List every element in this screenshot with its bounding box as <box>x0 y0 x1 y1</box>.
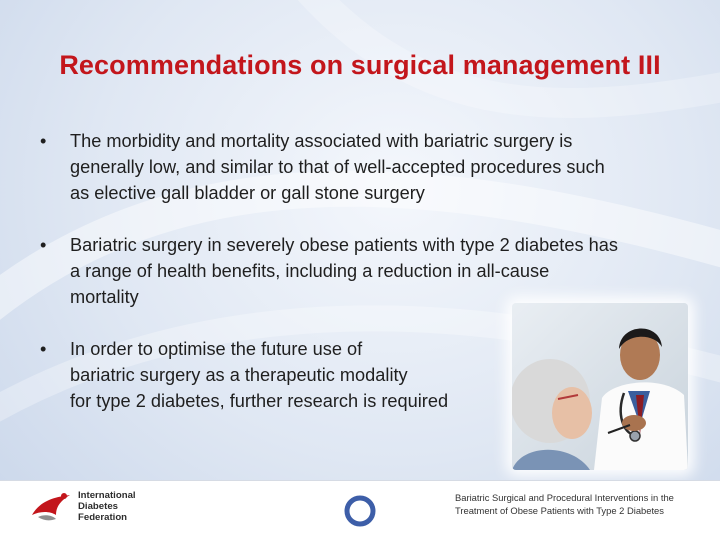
bullet-line: for type 2 diabetes, further research is required <box>70 391 449 411</box>
logo-line: Federation <box>78 512 128 523</box>
bullet-dot: • <box>40 235 47 255</box>
bullet-line: a range of health benefits, including a reduction in all-cause <box>70 261 550 281</box>
bullet-item <box>40 128 680 206</box>
footer-bar <box>0 480 720 540</box>
bullet-line: mortality <box>70 287 139 307</box>
bullet-line: as elective gall bladder or gall stone surgery <box>70 183 425 203</box>
caption-line: Bariatric Surgical and Procedural Interventions in the <box>455 492 674 503</box>
slide-title: Recommendations on surgical management III <box>59 50 661 80</box>
bullet-line: generally low, and similar to that of well-accepted procedures such <box>70 157 605 177</box>
idf-bird-icon <box>26 487 76 533</box>
bullet-item <box>40 232 680 310</box>
idf-logo-text <box>78 490 136 523</box>
logo-line: International <box>78 490 136 501</box>
bullet-line: bariatric surgery as a therapeutic modality <box>70 365 408 385</box>
bullet-line: Bariatric surgery in severely obese patients with type 2 diabetes has <box>70 235 618 255</box>
footer-caption <box>455 491 715 517</box>
caption-line: Treatment of Obese Patients with Type 2 Diabetes <box>455 505 664 516</box>
logo-line: Diabetes <box>78 501 118 512</box>
doctor-patient-photo <box>512 303 688 470</box>
bullet-line: In order to optimise the future use of <box>70 339 363 359</box>
idf-logo <box>26 487 156 535</box>
bullet-line: The morbidity and mortality associated with bariatric surgery is <box>70 131 573 151</box>
photo-illustration <box>512 303 688 470</box>
bullet-dot: • <box>40 339 47 359</box>
blue-circle-icon <box>343 494 377 528</box>
bullet-dot: • <box>40 131 47 151</box>
